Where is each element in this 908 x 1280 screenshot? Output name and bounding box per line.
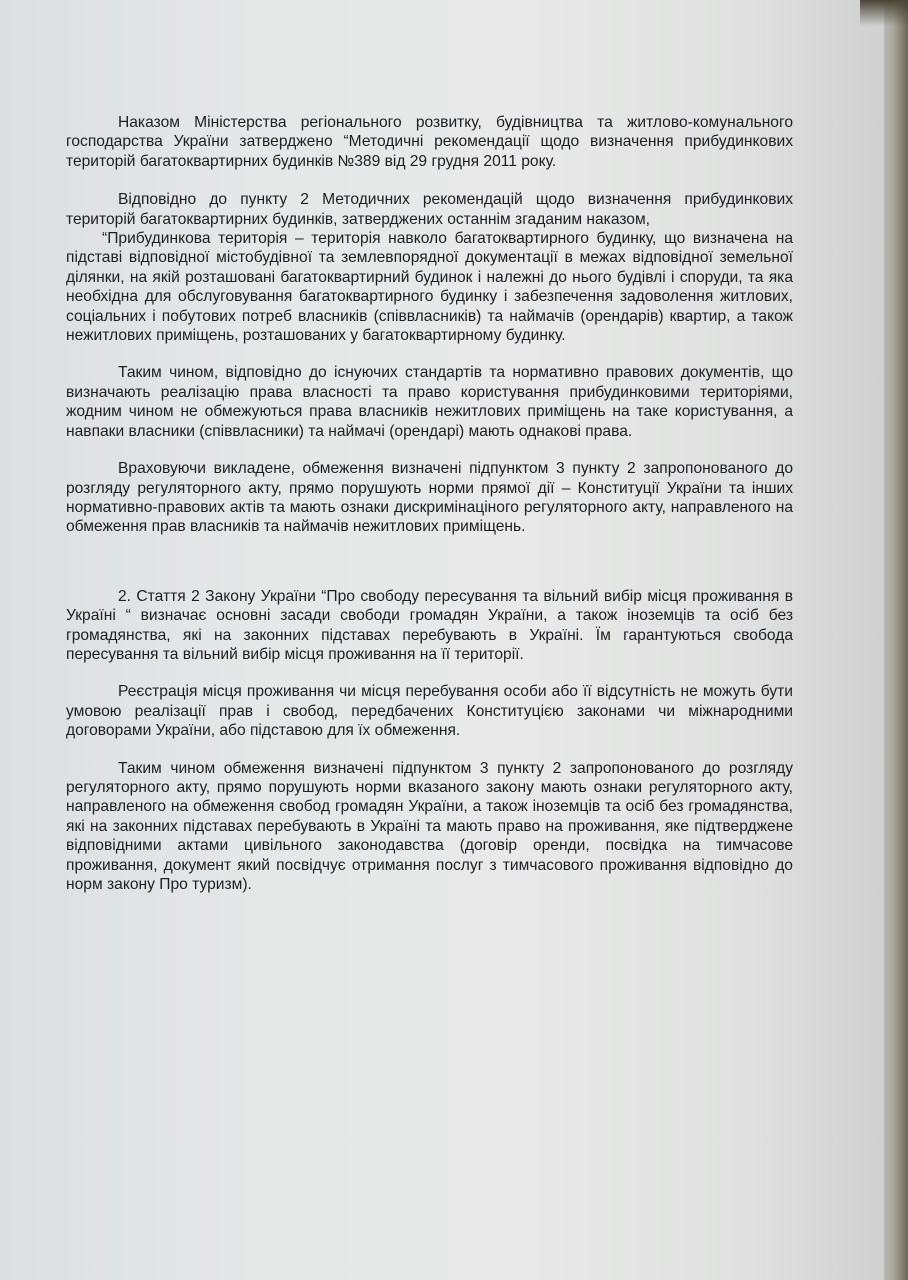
document-body [66, 113, 793, 894]
paragraph-conclusion-equal-rights: Таким чином, відповідно до існуючих стандартів та нормативно правових документів, що визначають реалізацію права власності та право користування прибудинковими територіями, жодним чином не обмежуються права власників нежитлових приміщень на таке користування, а навпаки власники (співвласники) та наймачі (орендарі) мають однакові права. [66, 364, 793, 440]
corner-shadow [860, 0, 908, 26]
page-edge [884, 0, 908, 1280]
paragraph-order-approval: Наказом Міністерства регіонального розвитку, будівництва та житлово-комунального господарства України затверджено “Методичні рекомендації щодо визначення прибудинкових територій багатоквартирних будинків №389 від 29 грудня 2011 року. [66, 114, 793, 170]
paragraph-discriminatory-act: Враховуючи викладене, обмеження визначені підпунктом 3 пункту 2 запропонованого до розгляду регуляторного акту, прямо порушують норми прямої дії – Конституції України та інших нормативно-правових актів та мають ознаки дискримінаціного регуляторного акту, направленого на обмеження прав власників та наймачів нежитлових приміщень. [66, 460, 793, 536]
paragraph-according-to-point-2: Відповідно до пункту 2 Методичних рекомендацій щодо визначення прибудинкових територій багатоквартирних будинків, затверджених останнім згаданим наказом, [66, 191, 793, 228]
paragraph-registration: Реєстрація місця проживання чи місця перебування особи або її відсутність не можуть бути умовою реалізації прав і свобод, передбачених Конституцією законами чи міжнародними договорами України, або підставою для їх обмеження. [66, 683, 793, 740]
paragraph-article-2-law: 2. Стаття 2 Закону України “Про свободу пересування та вільний вибір місця проживання в Україні “ визначає основні засади свободи громадян України, а також іноземців та осіб без громадянства, які на законних підставах перебувають в Україні. Їм гарантуються свобода пересування та вільний вибір місця проживання на її території. [66, 587, 793, 663]
paragraph-final-conclusion: Таким чином обмеження визначені підпунктом 3 пункту 2 запропонованого до розгляду регуляторного акту, прямо порушують норми вказаного закону мають ознаки регуляторного акту, направленого на обмеження свобод громадян України, а також іноземців та осіб без громадянства, які на законних підставах перебувають в Україні та мають право на проживання, яке підтверджене відповідними актами цивільного законодавства (договір оренди, посвідка на тимчасове проживання, документ який посвідчує отримання послуг з тимчасового проживання відповідно до норм закону Про туризм). [66, 759, 793, 893]
paragraph-definition-quote: “Прибудинкова територія – територія навколо багатоквартирного будинку, що визначена на підставі відповідної містобудівної та землевпорядної документації в межах відповідної земельної ділянки, на якій розташовані багатоквартирний будинок і належні до нього будівлі і споруди, та яка необхідна для обслуговування багатоквартирного будинку і забезпечення задоволення житлових, соціальних і побутових потреб власників (співвласників) та наймачів (орендарів) квартир, а також нежитлових приміщень, розташованих у багатоквартирному будинку. [66, 230, 793, 345]
